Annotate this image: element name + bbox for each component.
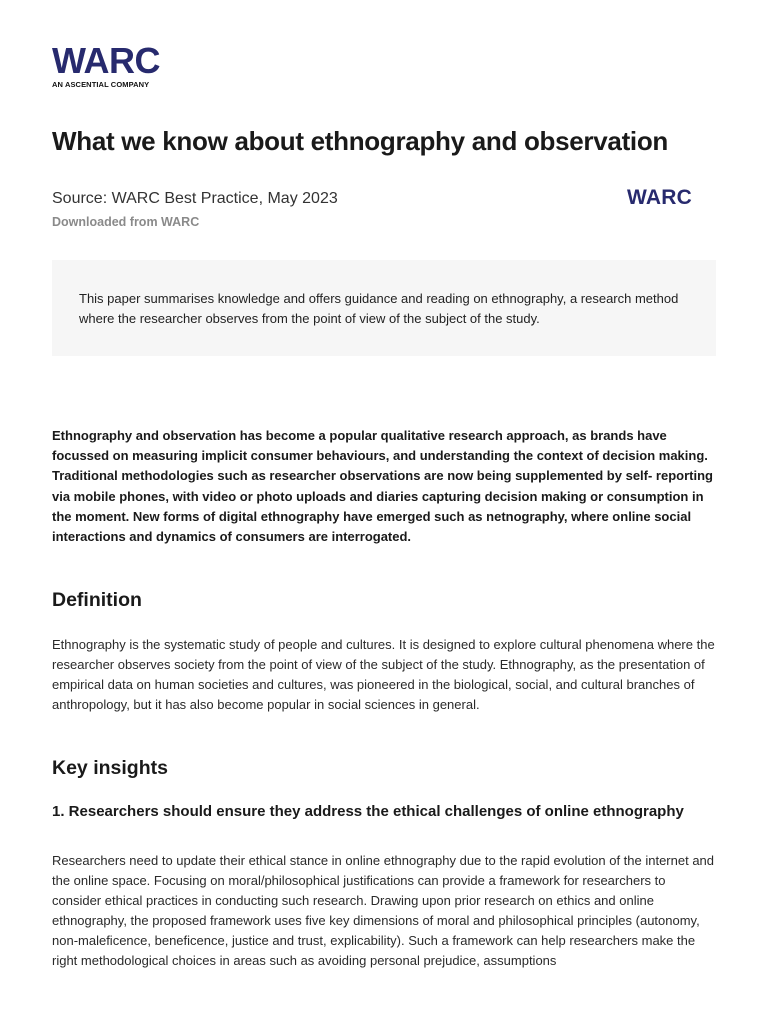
page-title: What we know about ethnography and observation — [52, 126, 669, 156]
source-line: Source: WARC Best Practice, May 2023 — [52, 190, 338, 207]
summary-box — [52, 260, 716, 356]
logo-tagline: AN ASCENTIAL COMPANY — [52, 80, 150, 89]
key-insights-heading: Key insights — [52, 757, 168, 779]
definition-heading: Definition — [52, 589, 142, 611]
insight-1-paragraph: Researchers need to update their ethical stance in online ethnography due to the rapid evolution of the internet and the online space. Focusing on moral/philosophical justifications can provide a framework for researchers to consider ethical practices in conducting such research. Drawing upon prior research on ethics and online ethnography, the proposed framework uses five key dimensions of moral and philosophical principles (autonomy, non-maleficence, beneficence, justice and trust, explicability). Such a framework can help researchers make the right methodological choices in areas such as avoiding personal prejudice, assumptions — [52, 853, 715, 968]
warc-logo — [52, 40, 160, 89]
logo-wordmark: WARC — [52, 40, 160, 81]
summary-text: This paper summarises knowledge and offers guidance and reading on ethnography, a research method where the researcher observes from the point of view of the subject of the study. — [79, 291, 679, 326]
definition-paragraph: Ethnography is the systematic study of people and cultures. It is designed to explore cultural phenomena where the researcher observes society from the point of view of the subject of the study. Ethnography, as the presentation of empirical data on human societies and cultures, was pioneered in the biological, social, and cultural branches of anthropology, but it has also become popular in social sciences in general. — [52, 637, 715, 712]
downloaded-from: Downloaded from WARC — [52, 215, 200, 229]
warc-logo-small: WARC — [627, 186, 692, 209]
insight-1-heading: 1. Researchers should ensure they address the ethical challenges of online ethnography — [52, 803, 684, 820]
intro-paragraph: Ethnography and observation has become a popular qualitative research approach, as brands have focussed on measuring implicit consumer behaviours, and understanding the context of decision making. Traditional methodologies such as researcher observations are now being supplemented by self- reporting via mobile phones, with video or photo uploads and diaries capturing decision making or consumption in the moment. New forms of digital ethnography have emerged such as netnography, where online social interactions and dynamics of consumers are interrogated. — [52, 428, 713, 545]
